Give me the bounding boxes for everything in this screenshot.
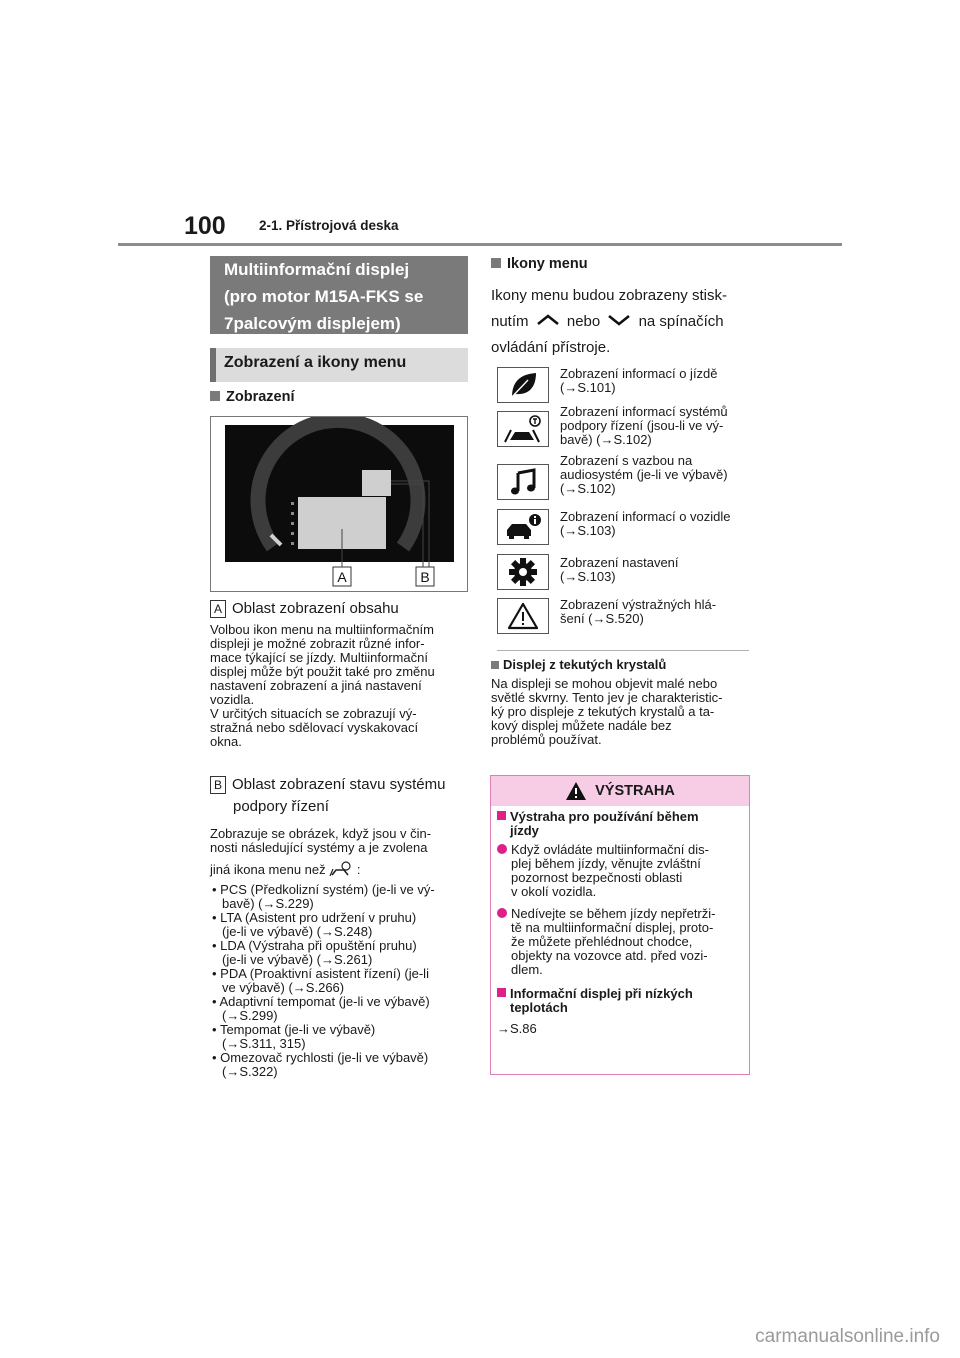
section-title-line-3: 7palcovým displejem) [224,314,401,333]
warning-box [490,775,750,1075]
music-note-icon [497,464,549,500]
driving-assist-icon [497,411,549,447]
driving-assist-inline-icon [329,861,353,877]
header-rule [118,243,842,246]
display-heading: Zobrazení [210,389,294,405]
list-item: • LTA (Asistent pro udržení v pruhu) (je-li ve výbavě) (→S.248) [212,910,417,939]
list-item: • LDA (Výstraha při opuštění pruhu) (je-li ve výbavě) (→S.261) [212,938,417,967]
gear-icon [497,554,549,590]
area-b-title-2: podpory řízení [233,798,329,815]
area-b-title: B Oblast zobrazení stavu systému [210,776,445,794]
heading-bullet-icon [491,661,499,669]
list-item: • Tempomat (je-li ve výbavě) (→S.311, 315) [212,1022,376,1051]
leaf-icon [497,367,549,403]
footer-watermark: carmanualsonline.info [755,1326,940,1347]
figure-label-a: A [337,569,347,585]
heading-bullet-icon [491,258,501,268]
lcd-text: Na displeji se mohou objevit malé nebo světlé skvrny. Tento jev je charakteristic- ký pro displeje z tekutých krystalů a ta- kový displej můžete nadále bez problémů používat. [491,676,723,747]
warning-paragraph-1: Když ovládáte multiinformační dis- plej během jízdy, věnujte zvláštní pozornost bezpečnosti oblasti v okolí vozidla. [497,843,743,899]
list-item: • Adaptivní tempomat (je-li ve výbavě) (→S.299) [212,994,430,1023]
callout-a: A [210,600,226,618]
section-title-line-2: (pro motor M15A-FKS se [224,287,424,306]
section-title-line-1: Multiinformační displej [224,260,410,279]
section-title [210,256,468,334]
warning-icon [497,598,549,634]
menu-intro: Ikony menu budou zobrazeny stisk- nutím nebo na spínačích ovládání přístroje. [491,287,727,356]
chevron-down-icon [604,313,634,327]
chapter-title: 2-1. Přístrojová deska [259,218,399,233]
subsection-title: Zobrazení a ikony menu [210,348,468,382]
area-a-text: Volbou ikon menu na multiinformačním displeji je možné zobrazit různé infor- mace týkající se jízdy. Multiinformační displej může být použit také pro změnu nastavení zobrazení a jiná nastavení vozidla. V určitých situacích se zobrazují vý- stražná nebo sdělovací vyskakovací okna. [210,622,435,749]
menu-icon-table: Zobrazení informací o jízdě (→S.101) Zobrazení informací systémů podpory řízení (jsou-li ve vý- bavě) (→S.102) Zobrazení s vazbou na audiosystém (je-li ve výbavě) (→S.102) Zobrazení informací o vozidle (→S.103) Zobrazení nastavení (→S.103) Zobrazení výstražných hlá- šení (→S.520) [497,366,749,636]
figure-label-b: B [420,569,430,585]
list-item: • PCS (Předkolizní systém) (je-li ve vý- bavě) (→S.229) [212,882,435,911]
pink-bullet-icon [497,811,506,820]
area-a-title: A Oblast zobrazení obsahu [210,600,399,618]
list-item: • Omezovač rychlosti (je-li ve výbavě) (→S.322) [212,1050,429,1079]
chevron-up-icon [533,313,563,327]
heading-bullet-icon [210,391,220,401]
warning-heading-1: Výstraha pro používání během jízdy [497,810,743,838]
system-list [212,883,474,1079]
pink-dot-icon [497,844,507,854]
callout-b: B [210,776,226,794]
list-item: • PDA (Proaktivní asistent řízení) (je-li ve výbavě) (→S.266) [212,966,429,995]
divider [497,650,749,651]
warning-header: VÝSTRAHA [491,776,749,806]
pink-dot-icon [497,908,507,918]
warning-heading-2: Informační displej při nízkých teplotách [497,987,743,1015]
display-figure [210,416,468,592]
warning-triangle-icon [565,781,587,801]
page-number: 100 [184,212,226,240]
menu-heading: Ikony menu [491,256,588,272]
warning-reference: →S.86 [497,1021,537,1036]
area-b-text: Zobrazuje se obrázek, když jsou v čin- nosti následující systémy a je zvolena jiná ikona menu než : [210,826,432,877]
pink-bullet-icon [497,988,506,997]
vehicle-info-icon [497,509,549,545]
display-illustration [211,417,467,591]
lcd-heading: Displej z tekutých krystalů [491,657,666,672]
warning-paragraph-2: Nedívejte se během jízdy nepřetrži- tě na multiinformační displej, proto- že můžete přehlédnout chodce, objekty na vozovce atd. před vozi- dlem. [497,907,743,977]
